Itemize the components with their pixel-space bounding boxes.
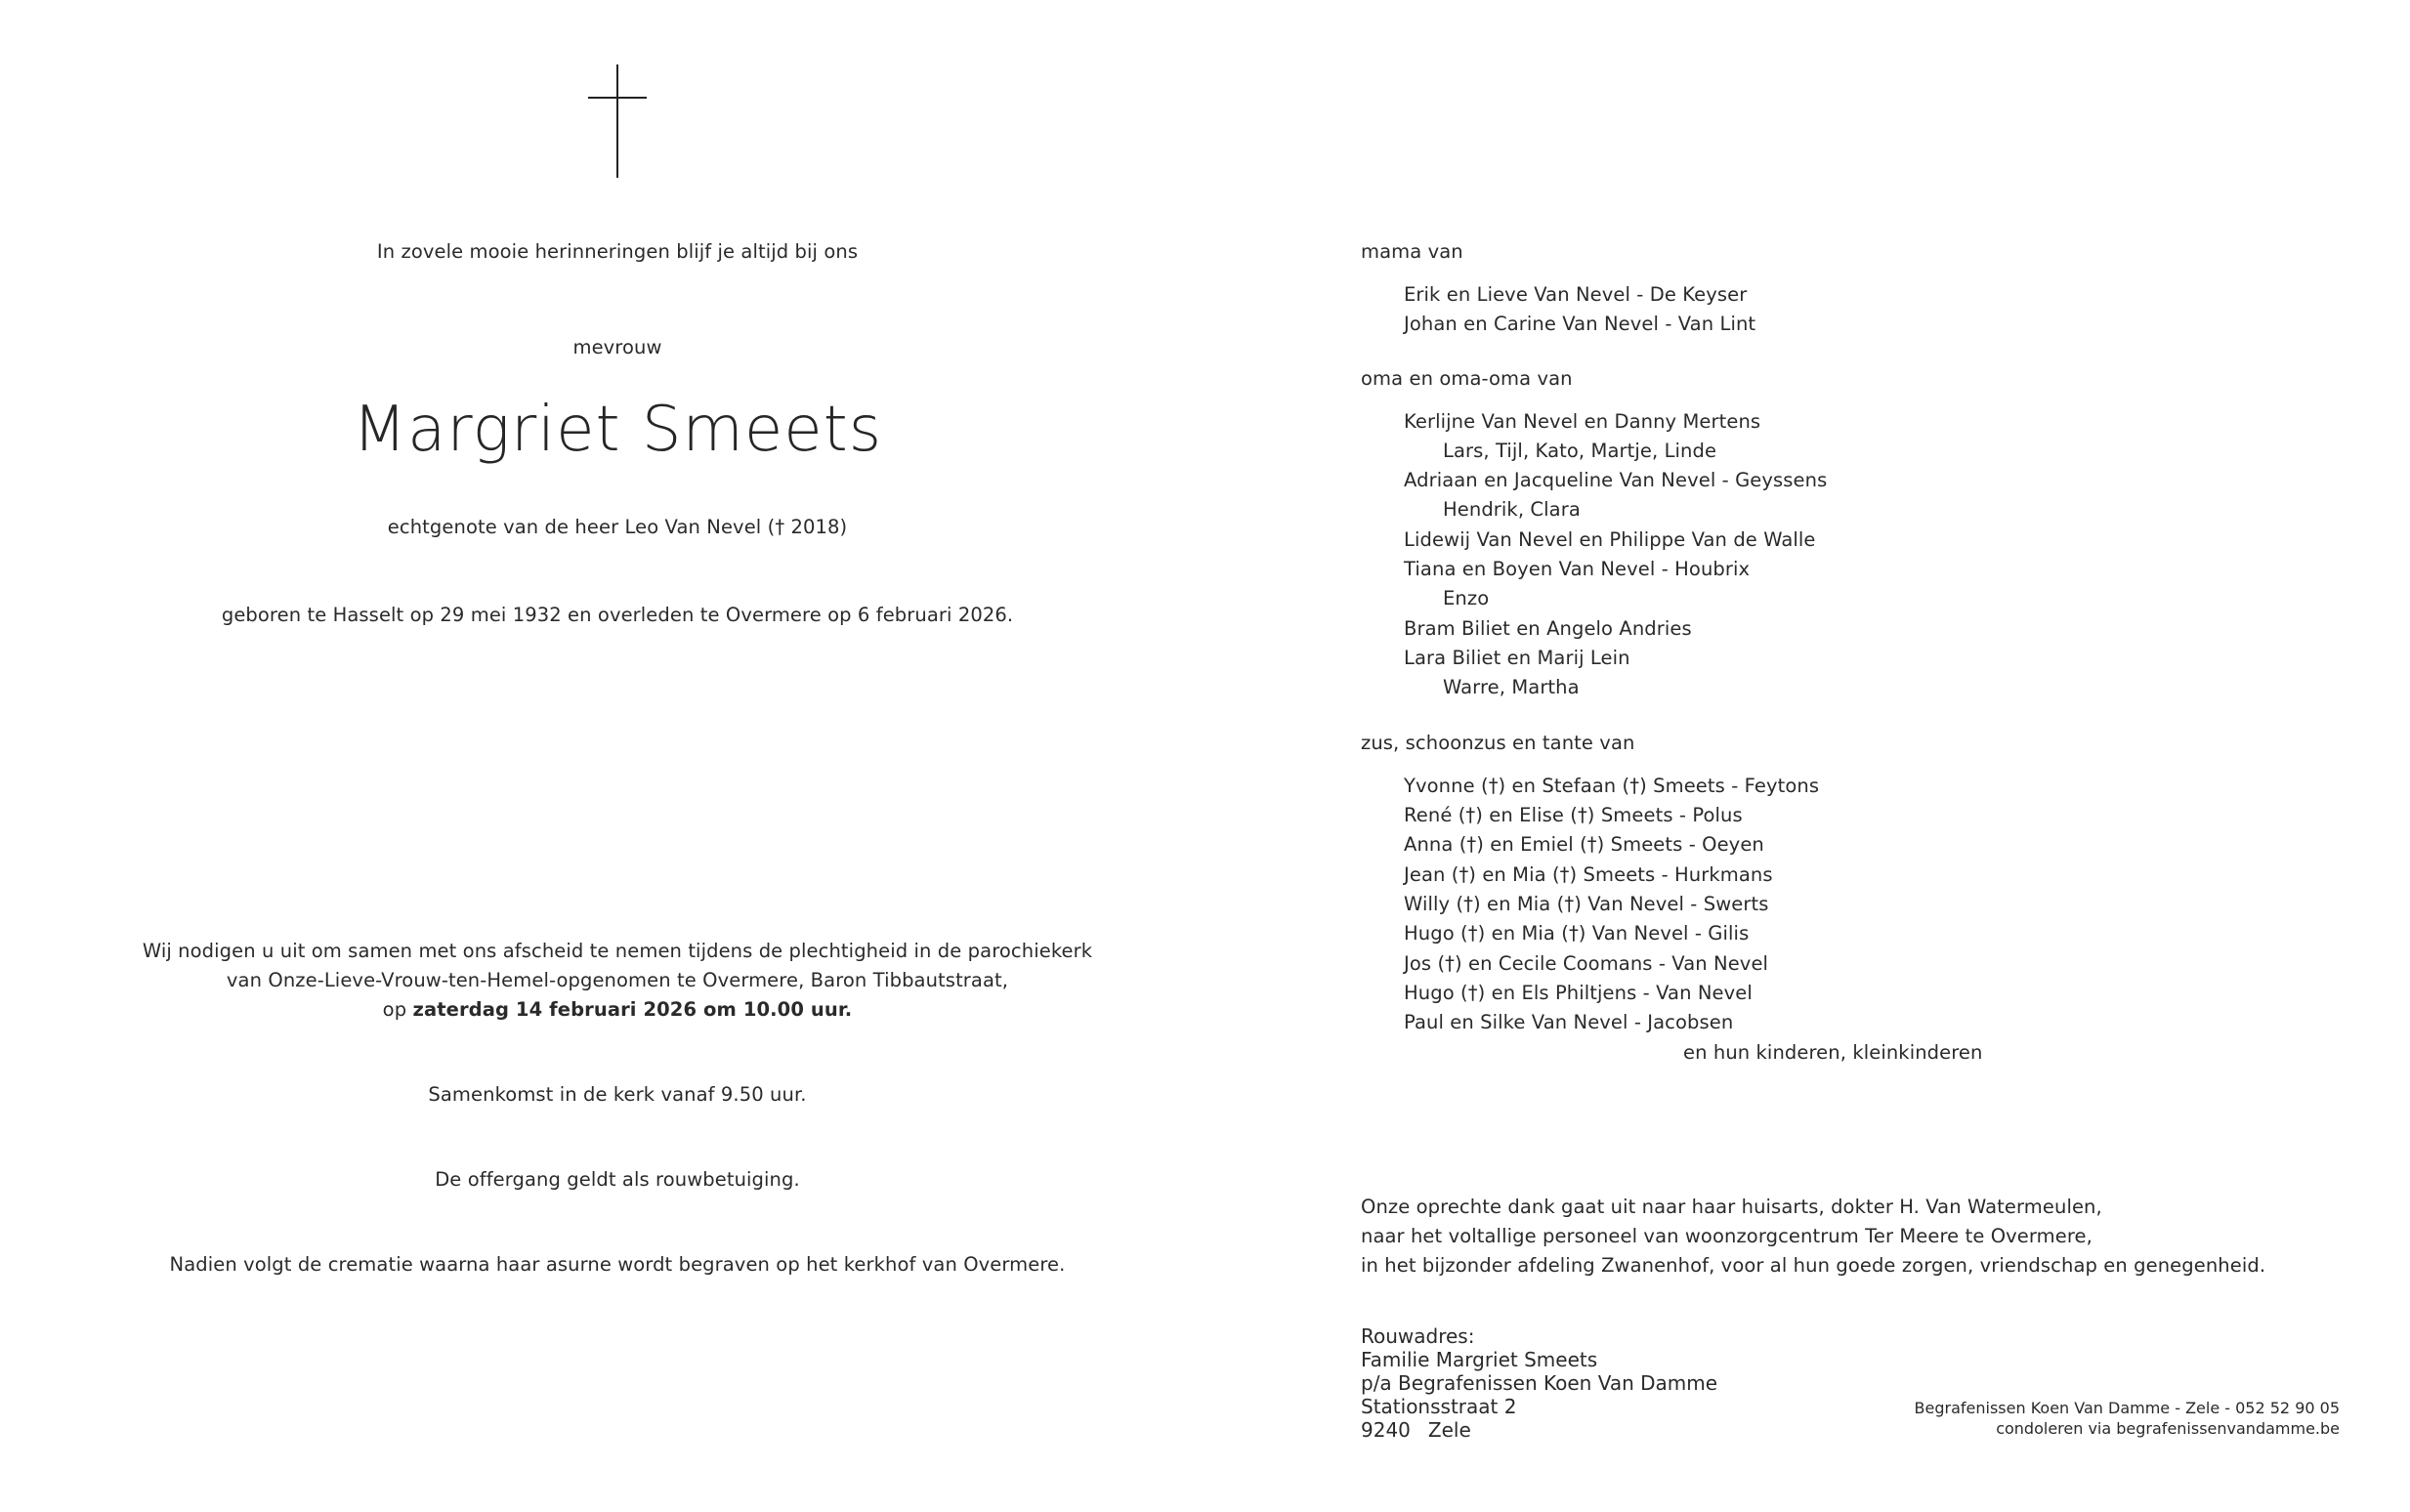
- family-closing: en hun kinderen, kleinkinderen: [1683, 1041, 1983, 1064]
- invitation-date-prefix: op: [382, 998, 407, 1021]
- cremation-line: Nadien volgt de crematie waarna haar asurne wordt begraven op het kerkhof van Overmere.: [169, 1253, 1066, 1276]
- invitation-line-2: van Onze-Lieve-Vrouw-ten-Hemel-opgenomen te Overmere, Baron Tibbautstraat,: [226, 969, 1009, 991]
- family-line: Jos (†) en Cecile Coomans - Van Nevel: [1404, 952, 1769, 975]
- family-line: Willy (†) en Mia (†) Van Nevel - Swerts: [1404, 893, 1769, 915]
- title-prefix: mevrouw: [572, 336, 662, 358]
- family-line: Jean (†) en Mia (†) Smeets - Hurkmans: [1404, 863, 1773, 886]
- funeral-home-contact: Begrafenissen Koen Van Damme - Zele - 052 52 90 05: [1914, 1399, 2340, 1417]
- offering-line: De offergang geldt als rouwbetuiging.: [435, 1168, 800, 1191]
- address-heading: Rouwadres:: [1361, 1324, 1475, 1348]
- address-street: Stationsstraat 2: [1361, 1395, 1517, 1418]
- gathering-line: Samenkomst in de kerk vanaf 9.50 uur.: [428, 1083, 807, 1106]
- motto: In zovele mooie herinneringen blijf je altijd bij ons: [376, 240, 859, 263]
- address-line: Familie Margriet Smeets: [1361, 1348, 1598, 1371]
- family-line: Anna (†) en Emiel (†) Smeets - Oeyen: [1404, 833, 1764, 856]
- thanks-line: Onze oprechte dank gaat uit naar haar huisarts, dokter H. Van Watermeulen,: [1361, 1196, 2102, 1218]
- invitation-line-3: [129, 998, 1106, 1021]
- invitation-line-1: Wij nodigen u uit om samen met ons afscheid te nemen tijdens de plechtigheid in de parochiekerk: [142, 940, 1093, 962]
- birth-death-line: geboren te Hasselt op 29 mei 1932 en overleden te Overmere op 6 februari 2026.: [221, 604, 1014, 626]
- cross-icon: [588, 64, 647, 178]
- thanks-line: naar het voltallige personeel van woonzorgcentrum Ter Meere te Overmere,: [1361, 1225, 2093, 1247]
- family-subline: Enzo: [1443, 587, 1490, 609]
- thanks-line: in het bijzonder afdeling Zwanenhof, voor al hun goede zorgen, vriendschap en genegenheid.: [1361, 1254, 2266, 1277]
- section-heading-zus: zus, schoonzus en tante van: [1361, 732, 1635, 754]
- section-heading-oma: oma en oma-oma van: [1361, 367, 1573, 390]
- family-subline: Warre, Martha: [1443, 676, 1580, 698]
- family-line: Bram Biliet en Angelo Andries: [1404, 617, 1692, 640]
- address-city: Zele: [1427, 1418, 1471, 1442]
- family-line: Kerlijne Van Nevel en Danny Mertens: [1404, 410, 1761, 433]
- family-line: Lidewij Van Nevel en Philippe Van de Walle: [1404, 528, 1816, 551]
- family-subline: Lars, Tijl, Kato, Martje, Linde: [1443, 440, 1717, 462]
- address-postcode: 9240: [1361, 1418, 1411, 1442]
- section-heading-mama: mama van: [1361, 240, 1463, 263]
- deceased-name: Margriet Smeets: [352, 394, 883, 466]
- family-line: Johan en Carine Van Nevel - Van Lint: [1404, 313, 1756, 335]
- family-line: Yvonne (†) en Stefaan (†) Smeets - Feytons: [1404, 775, 1820, 797]
- family-line: Hugo (†) en Mia (†) Van Nevel - Gilis: [1404, 922, 1750, 945]
- family-line: Adriaan en Jacqueline Van Nevel - Geyssens: [1404, 469, 1828, 491]
- address-line: p/a Begrafenissen Koen Van Damme: [1361, 1371, 1718, 1395]
- family-subline: Hendrik, Clara: [1443, 498, 1581, 521]
- family-line: Paul en Silke Van Nevel - Jacobsen: [1404, 1011, 1734, 1033]
- condolence-link[interactable]: condoleren via begrafenissenvandamme.be: [1996, 1419, 2340, 1438]
- family-line: Hugo (†) en Els Philtjens - Van Nevel: [1404, 982, 1753, 1004]
- family-line: René (†) en Elise (†) Smeets - Polus: [1404, 804, 1743, 826]
- family-line: Erik en Lieve Van Nevel - De Keyser: [1404, 283, 1748, 306]
- family-line: Tiana en Boyen Van Nevel - Houbrix: [1404, 558, 1751, 580]
- family-line: Lara Biliet en Marij Lein: [1404, 647, 1630, 669]
- address-postcode-city: [1361, 1418, 1471, 1442]
- spouse-line: echtgenote van de heer Leo Van Nevel († 2018): [387, 516, 848, 538]
- invitation-date: zaterdag 14 februari 2026 om 10.00 uur.: [412, 998, 853, 1021]
